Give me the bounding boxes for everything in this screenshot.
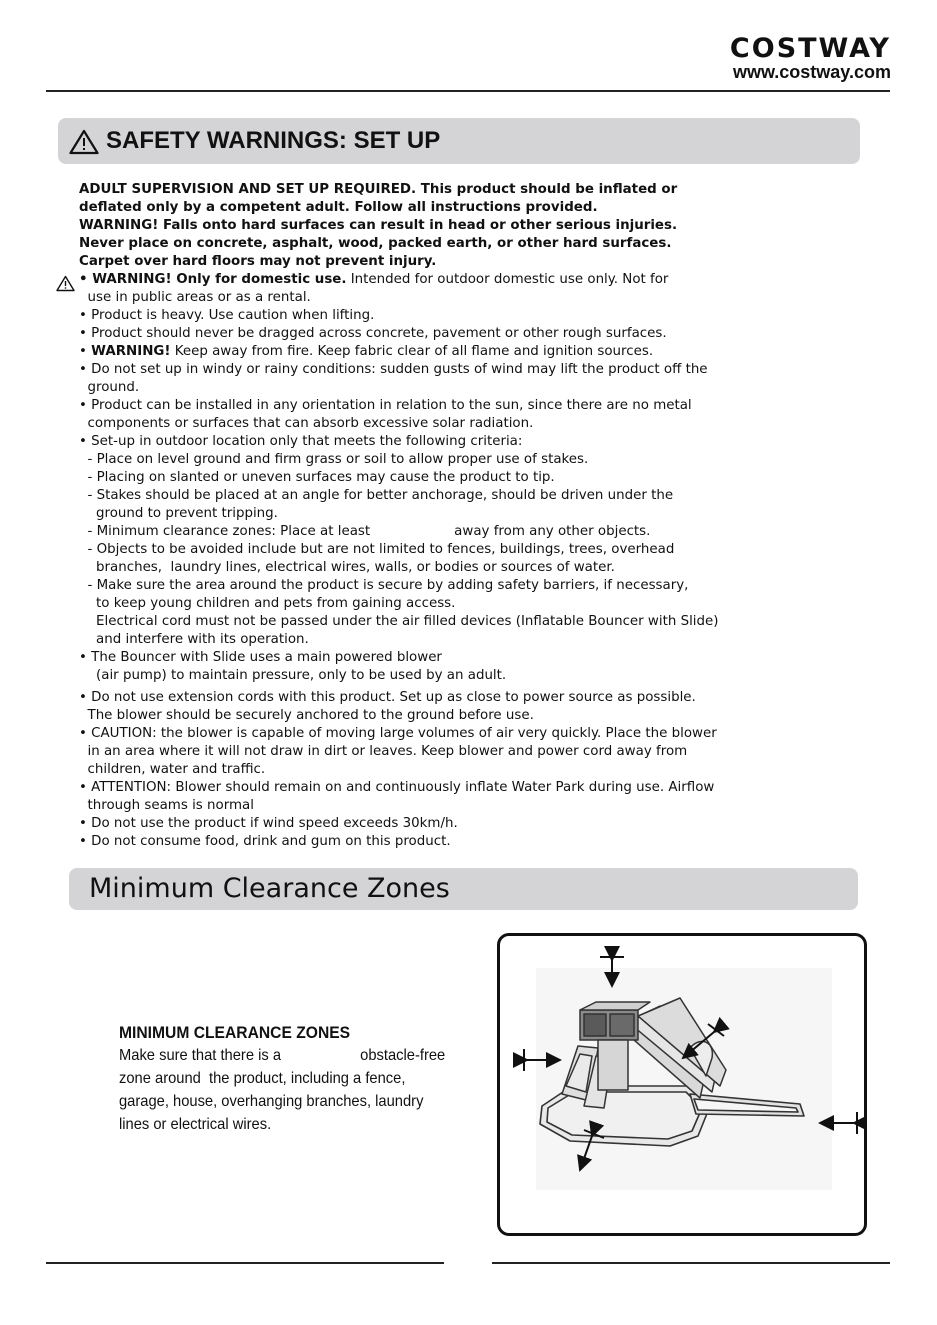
list-item: • Do not use extension cords with this product. Set up as close to power source as possible. <box>79 690 696 705</box>
clearance-line-after: away from any other objects. <box>454 524 651 539</box>
list-item: (air pump) to maintain pressure, only to be used by an adult. <box>79 668 507 683</box>
list-item: The blower should be securely anchored to the ground before use. <box>79 708 534 723</box>
warning-triangle-icon <box>56 275 75 292</box>
list-item: - Place on level ground and firm grass or soil to allow proper use of stakes. <box>79 452 589 467</box>
list-item: ground to prevent tripping. <box>79 506 278 521</box>
intro-line: deflated only by a competent adult. Follow all instructions provided. <box>79 200 598 215</box>
clearance-line-before: - Minimum clearance zones: Place at least <box>79 524 371 539</box>
clearance-diagram-frame <box>497 933 867 1236</box>
list-item: through seams is normal <box>79 798 254 813</box>
clearance-text-line: lines or electrical wires. <box>119 1116 272 1133</box>
intro-line: Never place on concrete, asphalt, wood, packed earth, or other hard surfaces. <box>79 236 672 251</box>
list-item: • ATTENTION: Blower should remain on and continuously inflate Water Park during use. Airflow <box>79 780 715 795</box>
list-item: • Product should never be dragged across concrete, pavement or other rough surfaces. <box>79 326 667 341</box>
bullet: • <box>79 344 92 359</box>
clearance-line1-before: Make sure that there is a <box>119 1047 282 1064</box>
list-item: - Stakes should be placed at an angle for better anchorage, should be driven under the <box>79 488 674 503</box>
list-item: ground. <box>79 380 140 395</box>
clearance-line1-after: obstacle-free <box>360 1047 446 1064</box>
warning-triangle-icon <box>69 129 99 155</box>
list-item: • Do not set up in windy or rainy conditions: sudden gusts of wind may lift the product off the <box>79 362 708 377</box>
list-item: • Product can be installed in any orientation in relation to the sun, since there are no metal <box>79 398 692 413</box>
list-item: children, water and traffic. <box>79 762 266 777</box>
list-item: • Product is heavy. Use caution when lifting. <box>79 308 375 323</box>
header-rule <box>46 90 890 92</box>
clearance-heading: MINIMUM CLEARANCE ZONES <box>119 1023 351 1042</box>
domestic-use-rest: Intended for outdoor domestic use only. Not for <box>346 272 669 287</box>
brand-logo: COSTWAY <box>729 33 891 64</box>
list-item: branches, laundry lines, electrical wires, walls, or bodies or sources of water. <box>79 560 615 575</box>
list-item: • Set-up in outdoor location only that meets the following criteria: <box>79 434 523 449</box>
list-item: components or surfaces that can absorb excessive solar radiation. <box>79 416 534 431</box>
footer-rule-left <box>46 1262 444 1264</box>
fire-warning <box>79 343 859 361</box>
intro-line: ADULT SUPERVISION AND SET UP REQUIRED. This product should be inflated or <box>79 182 678 197</box>
list-item: to keep young children and pets from gaining access. <box>79 596 456 611</box>
clearance-zone-line <box>79 523 859 541</box>
list-item: - Make sure the area around the product is secure by adding safety barriers, if necessary, <box>79 578 689 593</box>
footer-rule-right <box>492 1262 890 1264</box>
intro-line: WARNING! Falls onto hard surfaces can result in head or other serious injuries. <box>79 218 678 233</box>
safety-section-title: SAFETY WARNINGS: SET UP <box>106 127 441 154</box>
fire-warning-rest: Keep away from fire. Keep fabric clear of all flame and ignition sources. <box>170 344 654 359</box>
safety-section-bar <box>58 118 860 164</box>
clearance-text-line: zone around the product, including a fence, <box>119 1070 406 1087</box>
clearance-text-line <box>119 1044 459 1067</box>
list-item: - Objects to be avoided include but are not limited to fences, buildings, trees, overhead <box>79 542 675 557</box>
clearance-text-line: garage, house, overhanging branches, laundry <box>119 1093 424 1110</box>
clearance-section-title: Minimum Clearance Zones <box>89 873 450 904</box>
bouncer-slide-illustration <box>500 936 864 1233</box>
safety-warnings-text <box>79 181 859 851</box>
list-item: in an area where it will not draw in dirt or leaves. Keep blower and power cord away from <box>79 744 688 759</box>
brand-block <box>730 34 891 81</box>
list-item: • The Bouncer with Slide uses a main powered blower <box>79 650 442 665</box>
clearance-description <box>119 1022 459 1136</box>
list-item: - Placing on slanted or uneven surfaces may cause the product to tip. <box>79 470 555 485</box>
list-item: Electrical cord must not be passed under the air filled devices (Inflatable Bouncer with Slide) <box>79 614 719 629</box>
list-item: • Do not consume food, drink and gum on this product. <box>79 834 451 849</box>
domestic-use-bold: • WARNING! Only for domestic use. <box>79 272 347 287</box>
fire-warning-bold: WARNING! <box>91 344 171 359</box>
intro-line: Carpet over hard floors may not prevent injury. <box>79 254 437 269</box>
list-item: and interfere with its operation. <box>79 632 309 647</box>
brand-url: www.costway.com <box>732 62 891 82</box>
domestic-use-warning <box>79 271 859 289</box>
clearance-section-bar <box>69 868 858 910</box>
list-item: use in public areas or as a rental. <box>79 290 311 305</box>
list-item: • CAUTION: the blower is capable of moving large volumes of air very quickly. Place the blower <box>79 726 717 741</box>
list-item: • Do not use the product if wind speed exceeds 30km/h. <box>79 816 458 831</box>
